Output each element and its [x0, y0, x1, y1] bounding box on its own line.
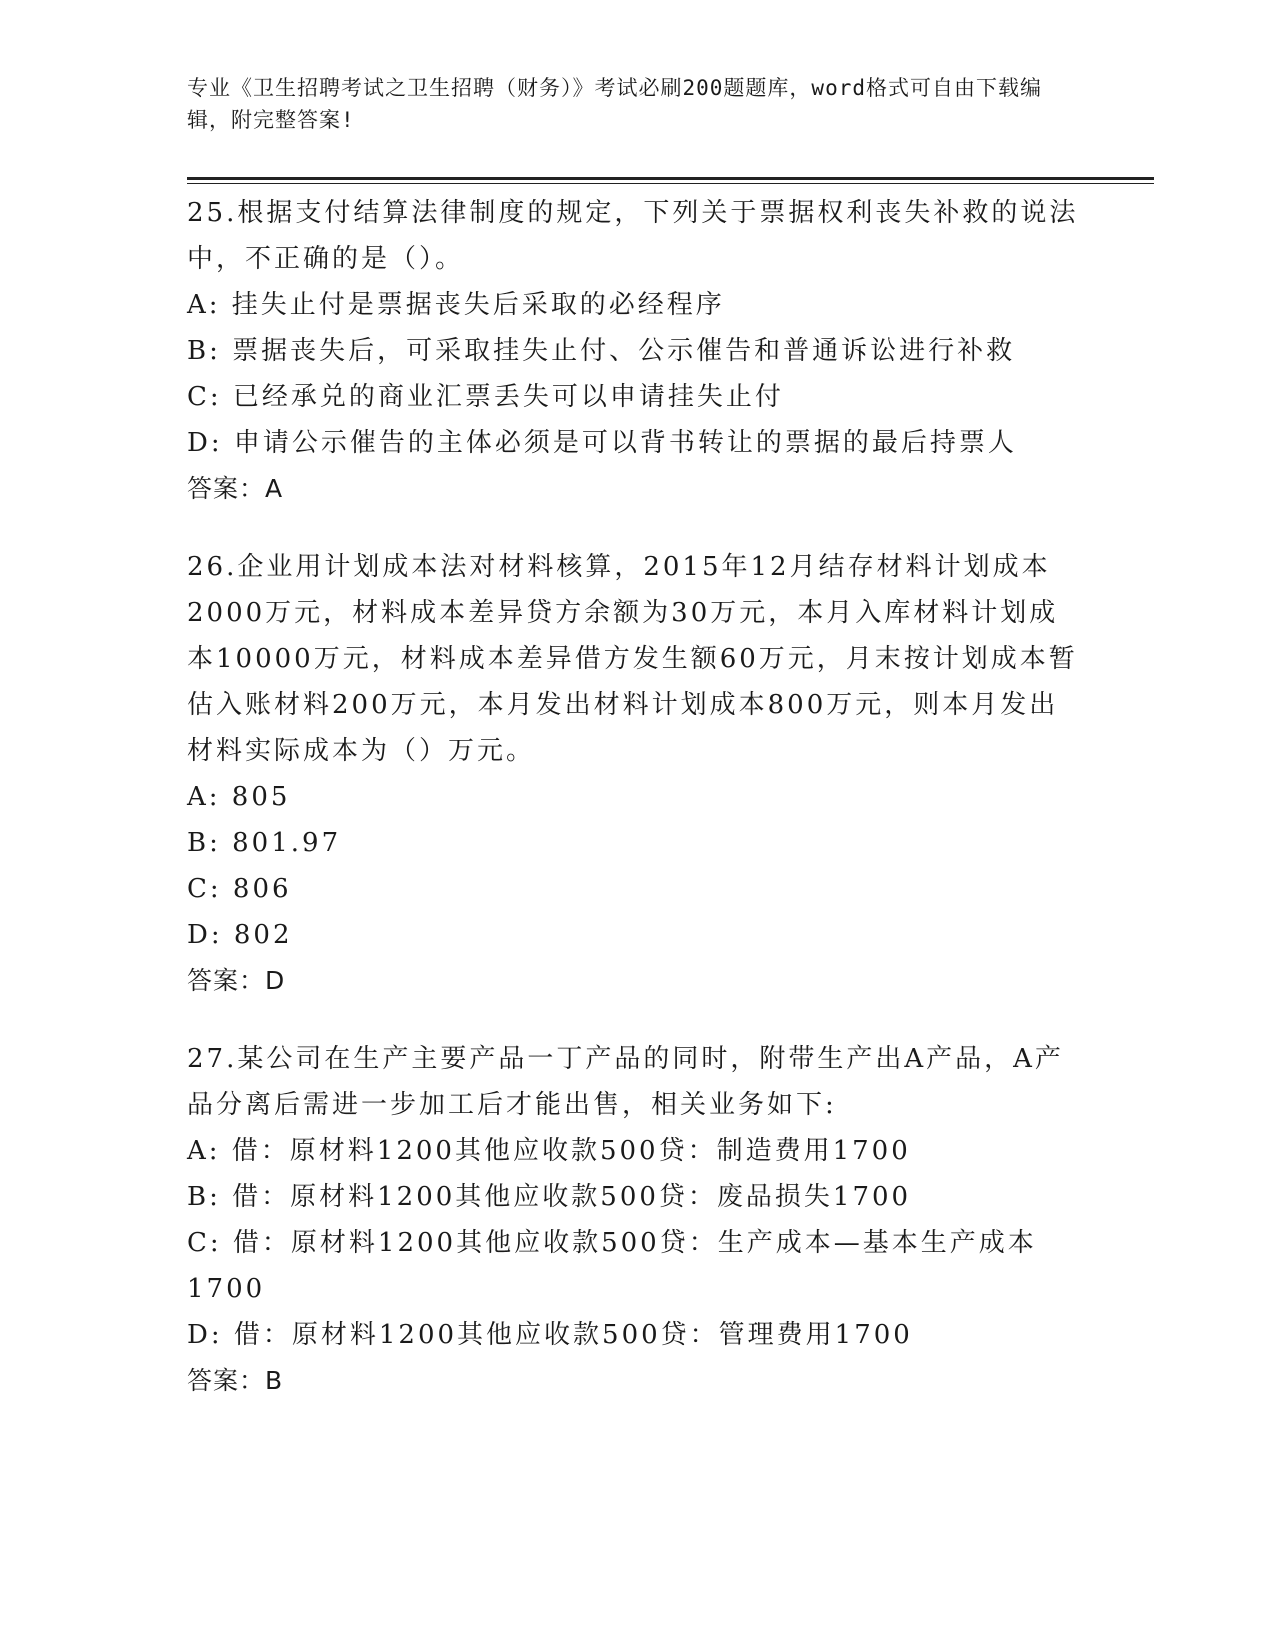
- question-stem: 25.根据支付结算法律制度的规定，下列关于票据权利丧失补救的说法中，不正确的是（）。: [187, 198, 1079, 274]
- option-c: C: 已经承兑的商业汇票丢失可以申请挂失止付: [187, 382, 784, 412]
- option-b: B: 票据丧失后，可采取挂失止付、公示催告和普通诉讼进行补救: [187, 336, 1016, 366]
- option-c: C: 借：原材料1200其他应收款500贷：生产成本—基本生产成本1700: [187, 1228, 1037, 1304]
- question-25: [187, 190, 1087, 512]
- answer: 答案：B: [187, 1366, 284, 1395]
- question-list: [187, 190, 1087, 1436]
- question-27: [187, 1036, 1087, 1404]
- header-intro-text: 专业《卫生招聘考试之卫生招聘（财务）》考试必刷200题题库，word格式可自由下载编辑，附完整答案!: [187, 76, 1042, 132]
- option-d: D: 申请公示催告的主体必须是可以背书转让的票据的最后持票人: [187, 428, 1017, 458]
- option-d: D: 借：原材料1200其他应收款500贷：管理费用1700: [187, 1320, 913, 1350]
- question-stem: 27.某公司在生产主要产品一丁产品的同时，附带生产出A产品，A产品分离后需进一步加工后才能出售，相关业务如下:: [187, 1044, 1064, 1120]
- option-b: B: 借：原材料1200其他应收款500贷：废品损失1700: [187, 1182, 912, 1212]
- header-divider-thin: [187, 183, 1154, 184]
- option-a: A: 805: [187, 782, 291, 812]
- question-26: [187, 544, 1087, 1004]
- question-stem: 26.企业用计划成本法对材料核算，2015年12月结存材料计划成本2000万元，材料成本差异贷方余额为30万元，本月入库材料计划成本10000万元，材料成本差异借方发生额60万元，月末按计划成本暂估入账材料200万元，本月发出材料计划成本800万元，则本月发出材料实际成本为（）万元。: [187, 552, 1078, 766]
- answer: 答案：A: [187, 474, 284, 503]
- option-a: A: 挂失止付是票据丧失后采取的必经程序: [187, 290, 725, 320]
- document-header: [187, 72, 1067, 136]
- header-divider-thick: [187, 177, 1154, 180]
- option-c: C: 806: [187, 874, 292, 904]
- option-d: D: 802: [187, 920, 293, 950]
- option-a: A: 借：原材料1200其他应收款500贷：制造费用1700: [187, 1136, 911, 1166]
- option-b: B: 801.97: [187, 828, 342, 858]
- answer: 答案：D: [187, 966, 286, 995]
